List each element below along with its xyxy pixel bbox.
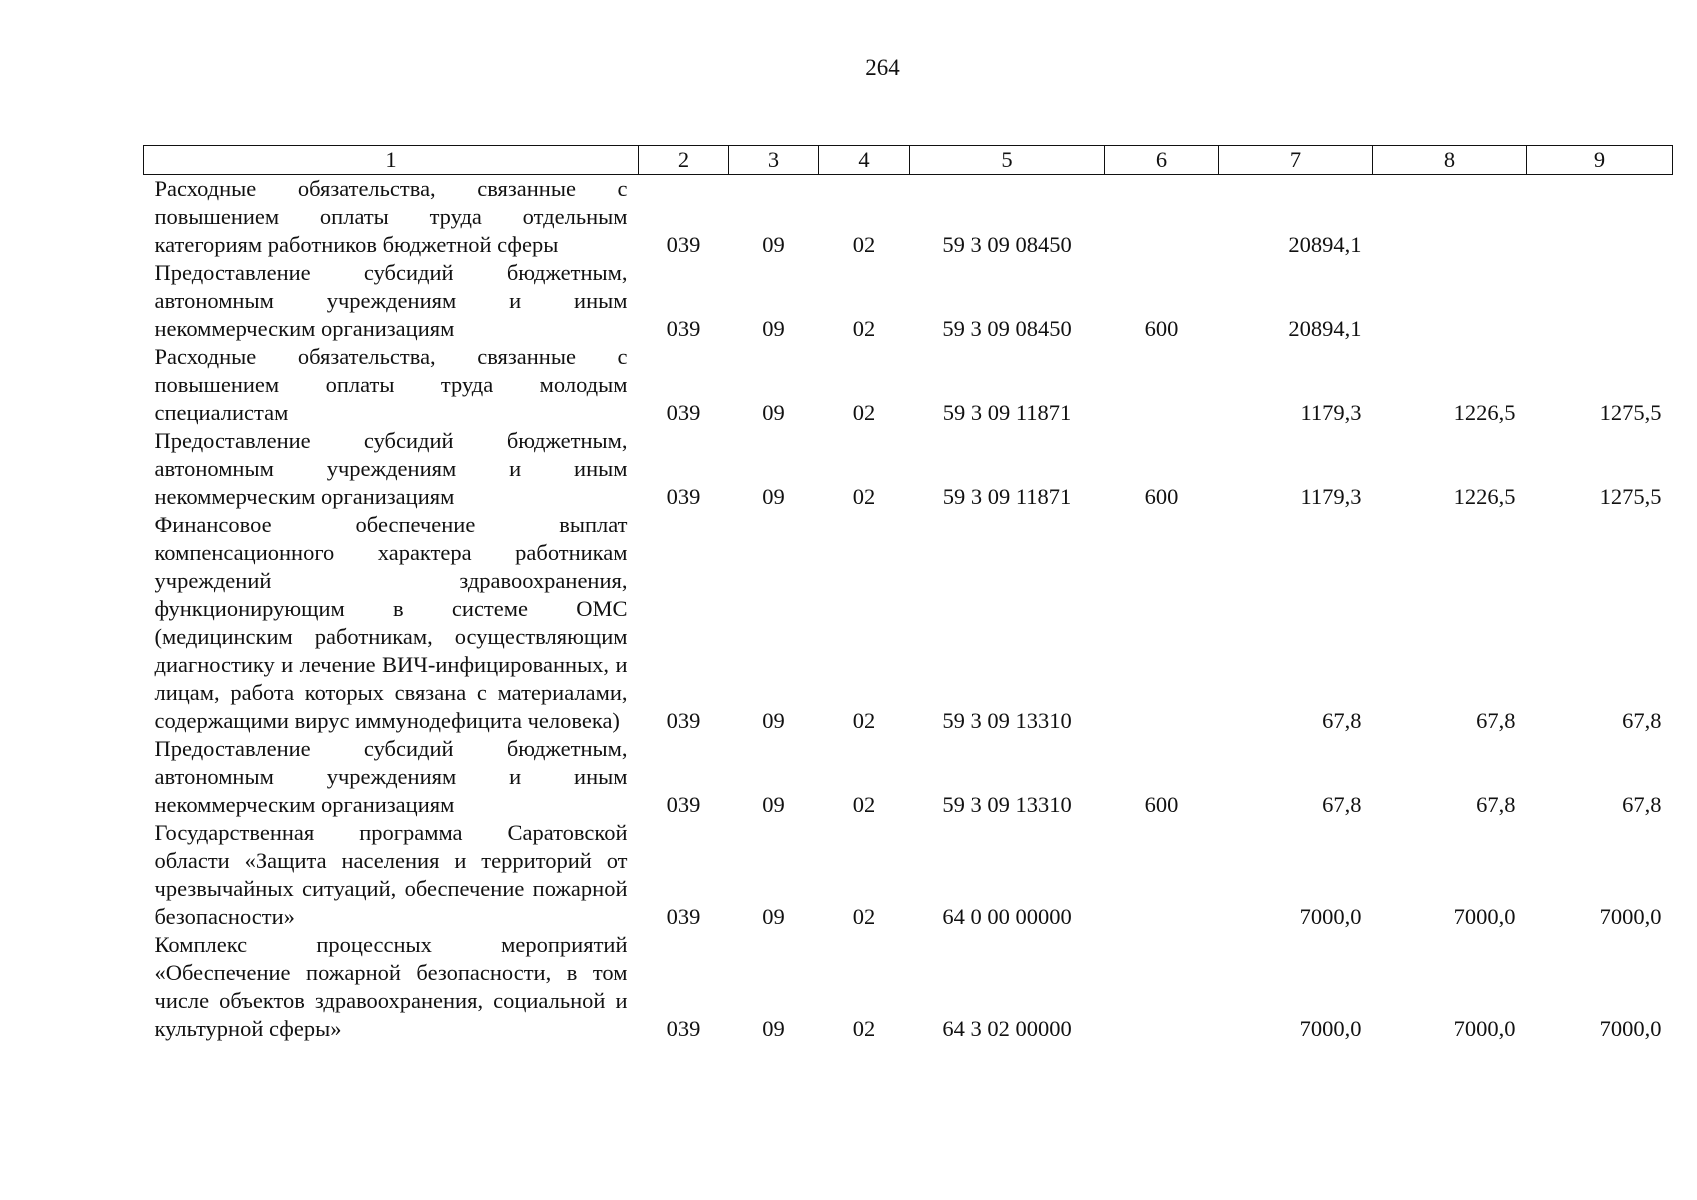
row-name: Расходные обязательства, связанные с повышением оплаты труда отдельным категориям работников бюджетной сферы: [154, 176, 628, 257]
cell-subsection-code: 02: [852, 792, 876, 817]
table-row: [144, 343, 1673, 427]
table-row: [144, 931, 1673, 1043]
cell-amount-9: 1275,5: [1599, 400, 1662, 425]
column-header-4: 4: [819, 146, 910, 175]
cell-ministry-code: 039: [666, 904, 701, 929]
cell-expense-type: [1105, 511, 1219, 735]
cell-amount-7: 7000,0: [1299, 904, 1362, 929]
table-row: [144, 819, 1673, 931]
table-row: [144, 735, 1673, 819]
cell-target-article: 59 3 09 11871: [942, 400, 1072, 425]
cell-section-code: 09: [762, 1016, 785, 1041]
cell-target-article: 59 3 09 13310: [942, 792, 1072, 817]
cell-section-code: 09: [762, 232, 785, 257]
cell-amount-7: 20894,1: [1288, 316, 1362, 341]
column-header-8: 8: [1373, 146, 1527, 175]
cell-amount-7: 1179,3: [1300, 400, 1362, 425]
cell-subsection-code: 02: [852, 232, 876, 257]
page-number: 264: [865, 55, 900, 80]
budget-table: [143, 145, 1673, 1043]
row-name: Комплекс процессных мероприятий «Обеспечение пожарной безопасности, в том числе объектов здравоохранения, социальной и культурной сферы»: [154, 932, 628, 1041]
cell-ministry-code: 039: [666, 400, 701, 425]
cell-section-code: 09: [762, 792, 785, 817]
table-row: [144, 175, 1673, 260]
cell-amount-8: 67,8: [1476, 708, 1516, 733]
cell-amount-8: 7000,0: [1453, 904, 1516, 929]
cell-amount-8: [1373, 175, 1527, 260]
table-row: [144, 427, 1673, 511]
column-header-1: 1: [144, 146, 639, 175]
column-header-7: 7: [1219, 146, 1373, 175]
row-name: Предоставление субсидий бюджетным, автономным учреждениям и иным некоммерческим организациям: [154, 736, 628, 817]
table-row: [144, 511, 1673, 735]
cell-expense-type: 600: [1144, 316, 1179, 341]
cell-amount-9: 67,8: [1622, 792, 1662, 817]
cell-subsection-code: 02: [852, 316, 876, 341]
row-name: Расходные обязательства, связанные с повышением оплаты труда молодым специалистам: [154, 344, 628, 425]
cell-amount-9: [1527, 175, 1673, 260]
row-name: Финансовое обеспечение выплат компенсационного характера работникам учреждений здравоохранения, функционирующим в системе ОМС (медицинским работникам, осуществляющим диагностику и лечение ВИЧ-инфицированных, и лицам, работа которых связана с материалами, содержащими вирус иммунодефицита человека): [154, 512, 628, 733]
cell-amount-7: 20894,1: [1288, 232, 1362, 257]
cell-amount-8: 1226,5: [1453, 400, 1516, 425]
column-header-6: 6: [1105, 146, 1219, 175]
table-header-row: [144, 146, 1673, 175]
cell-amount-7: 1179,3: [1300, 484, 1362, 509]
cell-amount-8: 67,8: [1476, 792, 1516, 817]
cell-ministry-code: 039: [666, 316, 701, 341]
cell-section-code: 09: [762, 484, 785, 509]
cell-target-article: 59 3 09 11871: [942, 484, 1072, 509]
cell-target-article: 59 3 09 08450: [942, 316, 1072, 341]
cell-expense-type: [1105, 819, 1219, 931]
cell-section-code: 09: [762, 316, 785, 341]
cell-ministry-code: 039: [666, 792, 701, 817]
row-name: Государственная программа Саратовской области «Защита населения и территорий от чрезвычайных ситуаций, обеспечение пожарной безопасности»: [154, 820, 628, 929]
cell-amount-8: 7000,0: [1453, 1016, 1516, 1041]
cell-subsection-code: 02: [852, 904, 876, 929]
table-row: [144, 259, 1673, 343]
cell-amount-9: 67,8: [1622, 708, 1662, 733]
column-header-3: 3: [729, 146, 819, 175]
cell-amount-9: 7000,0: [1599, 1016, 1662, 1041]
cell-ministry-code: 039: [666, 232, 701, 257]
cell-expense-type: [1105, 343, 1219, 427]
cell-expense-type: [1105, 175, 1219, 260]
column-header-9: 9: [1527, 146, 1673, 175]
cell-target-article: 59 3 09 08450: [942, 232, 1072, 257]
cell-section-code: 09: [762, 904, 785, 929]
column-header-2: 2: [639, 146, 729, 175]
cell-section-code: 09: [762, 708, 785, 733]
cell-subsection-code: 02: [852, 400, 876, 425]
cell-amount-9: 1275,5: [1599, 484, 1662, 509]
cell-amount-9: [1527, 259, 1673, 343]
cell-target-article: 64 3 02 00000: [942, 1016, 1072, 1041]
cell-amount-9: 7000,0: [1599, 904, 1662, 929]
cell-subsection-code: 02: [852, 484, 876, 509]
row-name: Предоставление субсидий бюджетным, автономным учреждениям и иным некоммерческим организациям: [154, 428, 628, 509]
cell-amount-7: 67,8: [1322, 708, 1362, 733]
cell-amount-7: 67,8: [1322, 792, 1362, 817]
cell-expense-type: [1105, 931, 1219, 1043]
cell-subsection-code: 02: [852, 1016, 876, 1041]
cell-ministry-code: 039: [666, 708, 701, 733]
cell-ministry-code: 039: [666, 484, 701, 509]
cell-ministry-code: 039: [666, 1016, 701, 1041]
cell-subsection-code: 02: [852, 708, 876, 733]
cell-section-code: 09: [762, 400, 785, 425]
cell-target-article: 59 3 09 13310: [942, 708, 1072, 733]
cell-expense-type: 600: [1144, 484, 1179, 509]
cell-amount-8: 1226,5: [1453, 484, 1516, 509]
row-name: Предоставление субсидий бюджетным, автономным учреждениям и иным некоммерческим организациям: [154, 260, 628, 341]
cell-target-article: 64 0 00 00000: [942, 904, 1072, 929]
cell-amount-7: 7000,0: [1299, 1016, 1362, 1041]
cell-expense-type: 600: [1144, 792, 1179, 817]
column-header-5: 5: [910, 146, 1105, 175]
cell-amount-8: [1373, 259, 1527, 343]
